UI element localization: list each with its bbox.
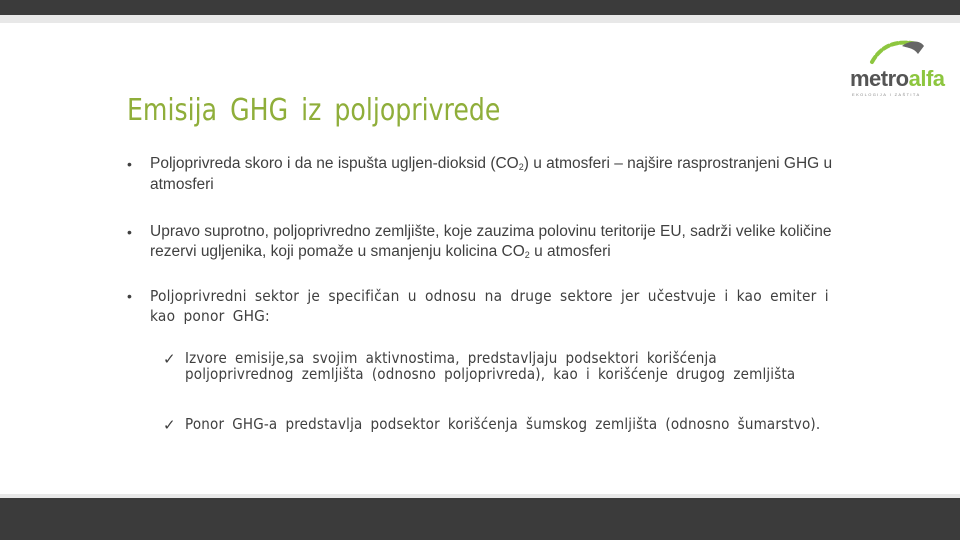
logo-tagline: EKOLOGIJA I ZAŠTITA [852, 92, 921, 97]
top-frame-bar [0, 0, 960, 15]
metroalfa-logo [850, 36, 945, 98]
bullet-marker: • [127, 156, 132, 172]
bullet-marker: • [127, 288, 132, 304]
top-frame-line [0, 15, 960, 23]
bullet-text: Poljoprivredni sektor je specifičan u odnosu na druge sektore jer učestvuje i kao emiter i kao ponor GHG: [150, 287, 829, 325]
checkmark-icon: ✓ [163, 351, 176, 368]
bottom-frame-bar [0, 498, 960, 540]
check-list-text: Ponor GHG-a predstavlja podsektor korišćenja šumskog zemljišta (odnosno šumarstvo). [185, 415, 821, 433]
bullet-text: Upravo suprotno, poljoprivredno zemljište, koje zauzima polovinu teritorije EU, sadrži velike količine rezervi ugljenika, koji pomaže u smanjenju kolicina $CO_2$ u atmosferi [150, 223, 832, 260]
bullet-text: Poljoprivreda skoro i da ne ispušta ugljen-dioksid $(CO_2)$ u atmosferi – najšire rasprostranjeni GHG u atmosferi [150, 155, 833, 193]
slide-title: Emisija GHG iz poljoprivrede [127, 93, 501, 128]
bullet-marker: • [127, 224, 132, 240]
logo-swoosh-icon [868, 36, 926, 68]
logo-wordmark: metroalfa [850, 66, 945, 91]
checkmark-icon: ✓ [163, 417, 176, 434]
check-list-text: Izvore emisije,sa svojim aktivnostima, predstavljaju podsektori korišćenja poljoprivrednog zemljišta (odnosno poljoprivreda), kao i korišćenje drugog zemljišta [185, 349, 796, 383]
